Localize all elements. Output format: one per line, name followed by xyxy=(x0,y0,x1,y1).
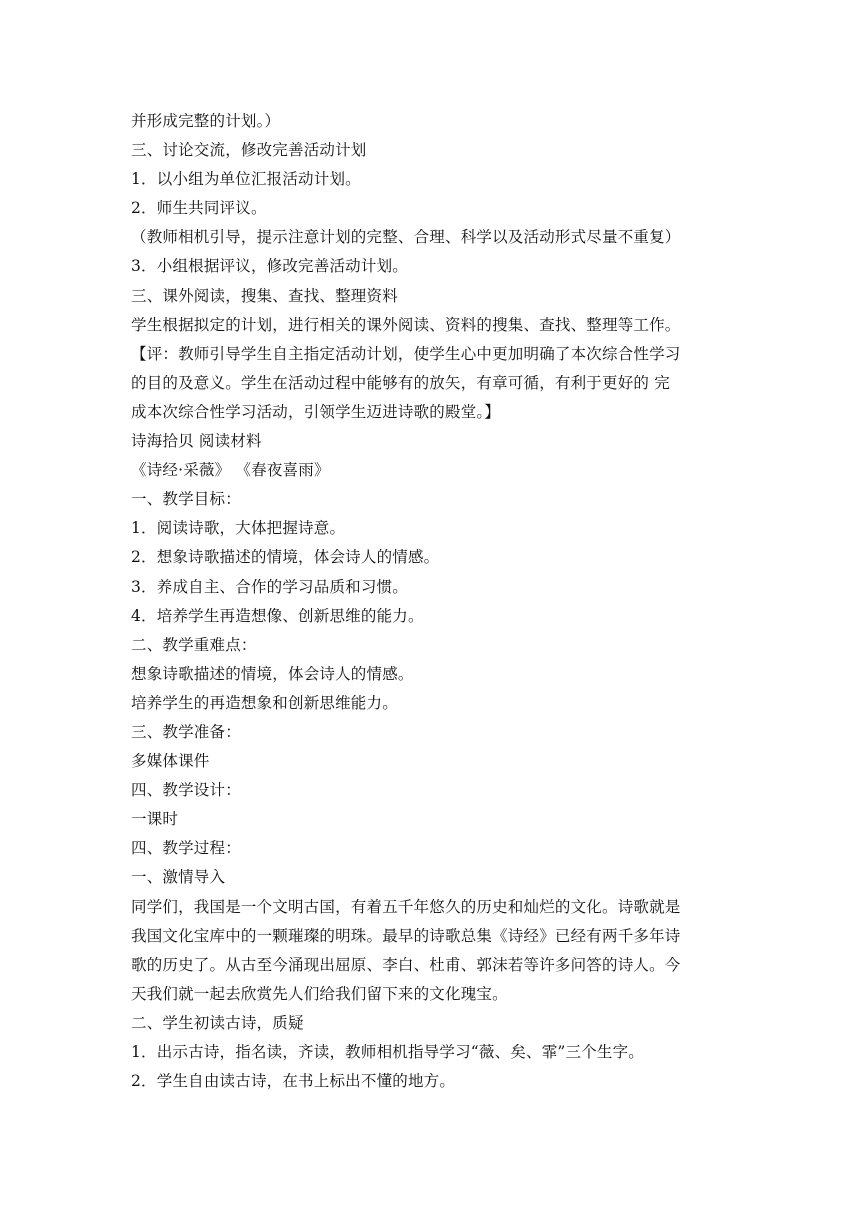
section-heading: 三、讨论交流，修改完善活动计划 xyxy=(131,141,367,160)
text-line: 学生根据拟定的计划，进行相关的课外阅读、资料的搜集、查找、整理等工作。 xyxy=(131,315,681,334)
poem-titles: 《诗经·采薇》 《春夜喜雨》 xyxy=(131,461,330,480)
text-line: 多媒体课件 xyxy=(131,752,210,771)
text-line: 1．阅读诗歌，大体把握诗意。 xyxy=(131,519,346,538)
section-title: 诗海拾贝 阅读材料 xyxy=(131,432,262,451)
text-line: 3．小组根据评议，修改完善活动计划。 xyxy=(131,257,408,276)
text-line: 2．师生共同评议。 xyxy=(131,199,267,218)
text-line: 2．学生自由读古诗，在书上标出不懂的地方。 xyxy=(131,1072,456,1091)
text-line: 培养学生的再造想象和创新思维能力。 xyxy=(131,693,398,712)
section-heading: 二、教学重难点： xyxy=(131,635,257,654)
paragraph-line: 天我们就一起去欣赏先人们给我们留下来的文化瑰宝。 xyxy=(131,984,508,1003)
text-line: 1．出示古诗，指名读，齐读，教师相机指导学习“薇、矣、霏”三个生字。 xyxy=(131,1043,645,1061)
text-line: 并形成完整的计划。） xyxy=(131,112,281,130)
comment-line: 【评：教师引导学生自主指定活动计划，使学生心中更加明确了本次综合性学习 xyxy=(131,344,681,363)
paragraph-line: 同学们，我国是一个文明古国，有着五千年悠久的历史和灿烂的文化。诗歌就是 xyxy=(131,897,681,916)
document-body xyxy=(131,107,731,1096)
text-line: 一课时 xyxy=(131,810,179,829)
section-heading: 一、教学目标： xyxy=(131,490,241,509)
text-line: （教师相机引导，提示注意计划的完整、合理、科学以及活动形式尽量不重复） xyxy=(131,228,681,247)
section-heading: 一、激情导入 xyxy=(131,868,226,887)
section-heading: 四、教学过程： xyxy=(131,839,241,858)
comment-line: 成本次综合性学习活动，引领学生迈进诗歌的殿堂。】 xyxy=(131,402,501,421)
text-line: 3．养成自主、合作的学习品质和习惯。 xyxy=(131,577,408,596)
paragraph-line: 歌的历史了。从古至今涌现出屈原、李白、杜甫、郭沫若等许多问答的诗人。今 xyxy=(131,955,681,974)
text-line: 4．培养学生再造想像、创新思维的能力。 xyxy=(131,606,424,625)
section-heading: 二、学生初读古诗，质疑 xyxy=(131,1013,304,1032)
text-line: 想象诗歌描述的情境，体会诗人的情感。 xyxy=(131,664,414,683)
section-heading: 四、教学设计： xyxy=(131,781,241,800)
paragraph-line: 我国文化宝库中的一颗璀璨的明珠。最早的诗歌总集《诗经》已经有两千多年诗 xyxy=(131,926,681,945)
comment-line: 的目的及意义。学生在活动过程中能够有的放矢，有章可循，有利于更好的 完 xyxy=(131,373,670,392)
text-line: 1．以小组为单位汇报活动计划。 xyxy=(131,170,361,189)
section-heading: 三、课外阅读，搜集、查找、整理资料 xyxy=(131,286,398,305)
section-heading: 三、教学准备： xyxy=(131,722,241,741)
text-line: 2．想象诗歌描述的情境，体会诗人的情感。 xyxy=(131,548,440,567)
